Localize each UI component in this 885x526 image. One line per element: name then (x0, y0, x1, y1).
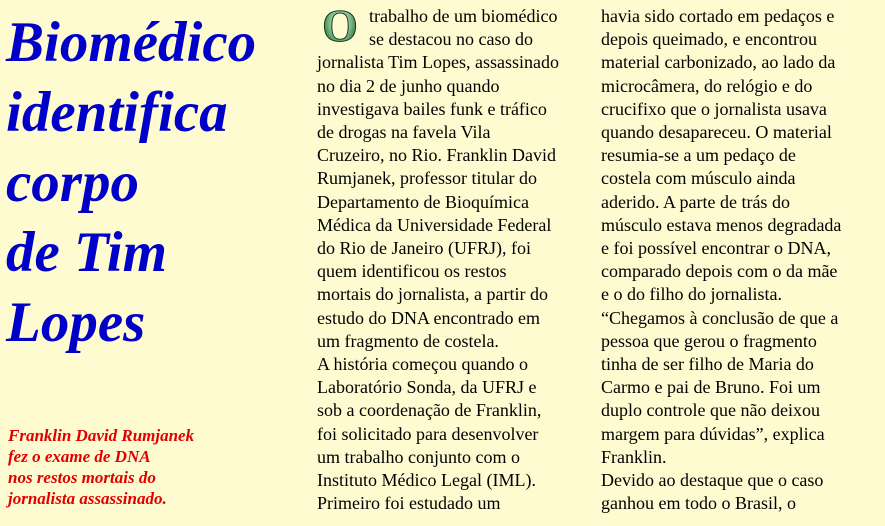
text-line: Devido ao destaque que o caso (601, 470, 824, 491)
article-column-2 (601, 5, 885, 515)
text-line: margem para dúvidas”, explica (601, 423, 825, 444)
text-line: ganhou em todo o Brasil, o (601, 493, 796, 514)
text-line: do Rio de Janeiro (UFRJ), foi (317, 238, 531, 259)
text-line: “Chegamos à conclusão de que a (601, 307, 839, 328)
text-line: Médica da Universidade Federal (317, 214, 552, 235)
text-line: Primeiro foi estudado um (317, 493, 501, 514)
caption-line: jornalista assassinado. (8, 489, 167, 508)
text-line: mortais do jornalista, a partir do (317, 284, 548, 305)
text-line: crucifixo que o jornalista usava (601, 98, 827, 119)
text-line: aderido. A parte de trás do (601, 191, 790, 212)
text-line: material carbonizado, ao lado da (601, 52, 836, 73)
text-line: A história começou quando o (317, 354, 528, 375)
text-line: um trabalho conjunto com o (317, 446, 520, 467)
text-line: quando desapareceu. O material (601, 122, 832, 143)
text-line: no dia 2 de junho quando (317, 75, 500, 96)
headline-line: Lopes (6, 291, 146, 354)
drop-cap-letter: O (322, 6, 358, 46)
text-line: de drogas na favela Vila (317, 122, 491, 143)
text-line: microcâmera, do relógio e do (601, 75, 813, 96)
text-line: sob a coordenação de Franklin, (317, 400, 542, 421)
text-line: Laboratório Sonda, da UFRJ e (317, 377, 537, 398)
text-line: se destacou no caso do (369, 29, 533, 50)
caption-line: fez o exame de DNA (8, 447, 151, 466)
text-line: Rumjanek, professor titular do (317, 168, 537, 189)
text-line: um fragmento de costela. (317, 330, 499, 351)
text-line: foi solicitado para desenvolver (317, 423, 539, 444)
text-line: Departamento de Bioquímica (317, 191, 529, 212)
text-line: duplo controle que não deixou (601, 400, 820, 421)
text-line: quem identificou os restos (317, 261, 507, 282)
article-column-1 (317, 5, 589, 515)
caption-line: Franklin David Rumjanek (8, 426, 195, 445)
text-line: havia sido cortado em pedaços e (601, 6, 835, 26)
text-line: comparado depois com o da mãe (601, 261, 838, 282)
text-line: jornalista Tim Lopes, assassinado (317, 52, 559, 73)
text-line: e o do filho do jornalista. (601, 284, 782, 305)
headline-line: identifica (6, 81, 228, 144)
headline-line: Biomédico (6, 11, 257, 74)
text-line: depois queimado, e encontrou (601, 29, 817, 50)
headline-line: de Tim (6, 221, 167, 284)
caption-line: nos restos mortais do (8, 468, 156, 487)
text-line: músculo estava menos degradada (601, 214, 842, 235)
headline-line: corpo (6, 151, 139, 214)
text-line: tinha de ser filho de Maria do (601, 354, 814, 375)
text-line: estudo do DNA encontrado em (317, 307, 540, 328)
text-line: costela com músculo ainda (601, 168, 796, 189)
text-line: investigava bailes funk e tráfico (317, 98, 547, 119)
text-line: Instituto Médico Legal (IML). (317, 470, 536, 491)
text-line: pessoa que gerou o fragmento (601, 330, 817, 351)
text-line: Carmo e pai de Bruno. Foi um (601, 377, 821, 398)
photo-caption (8, 425, 298, 509)
headline (6, 8, 296, 358)
text-line: trabalho de um biomédico (369, 6, 558, 26)
text-line: Franklin. (601, 446, 667, 467)
text-line: e foi possível encontrar o DNA, (601, 238, 831, 259)
text-line: resumia-se a um pedaço de (601, 145, 796, 166)
text-line: Cruzeiro, no Rio. Franklin David (317, 145, 556, 166)
